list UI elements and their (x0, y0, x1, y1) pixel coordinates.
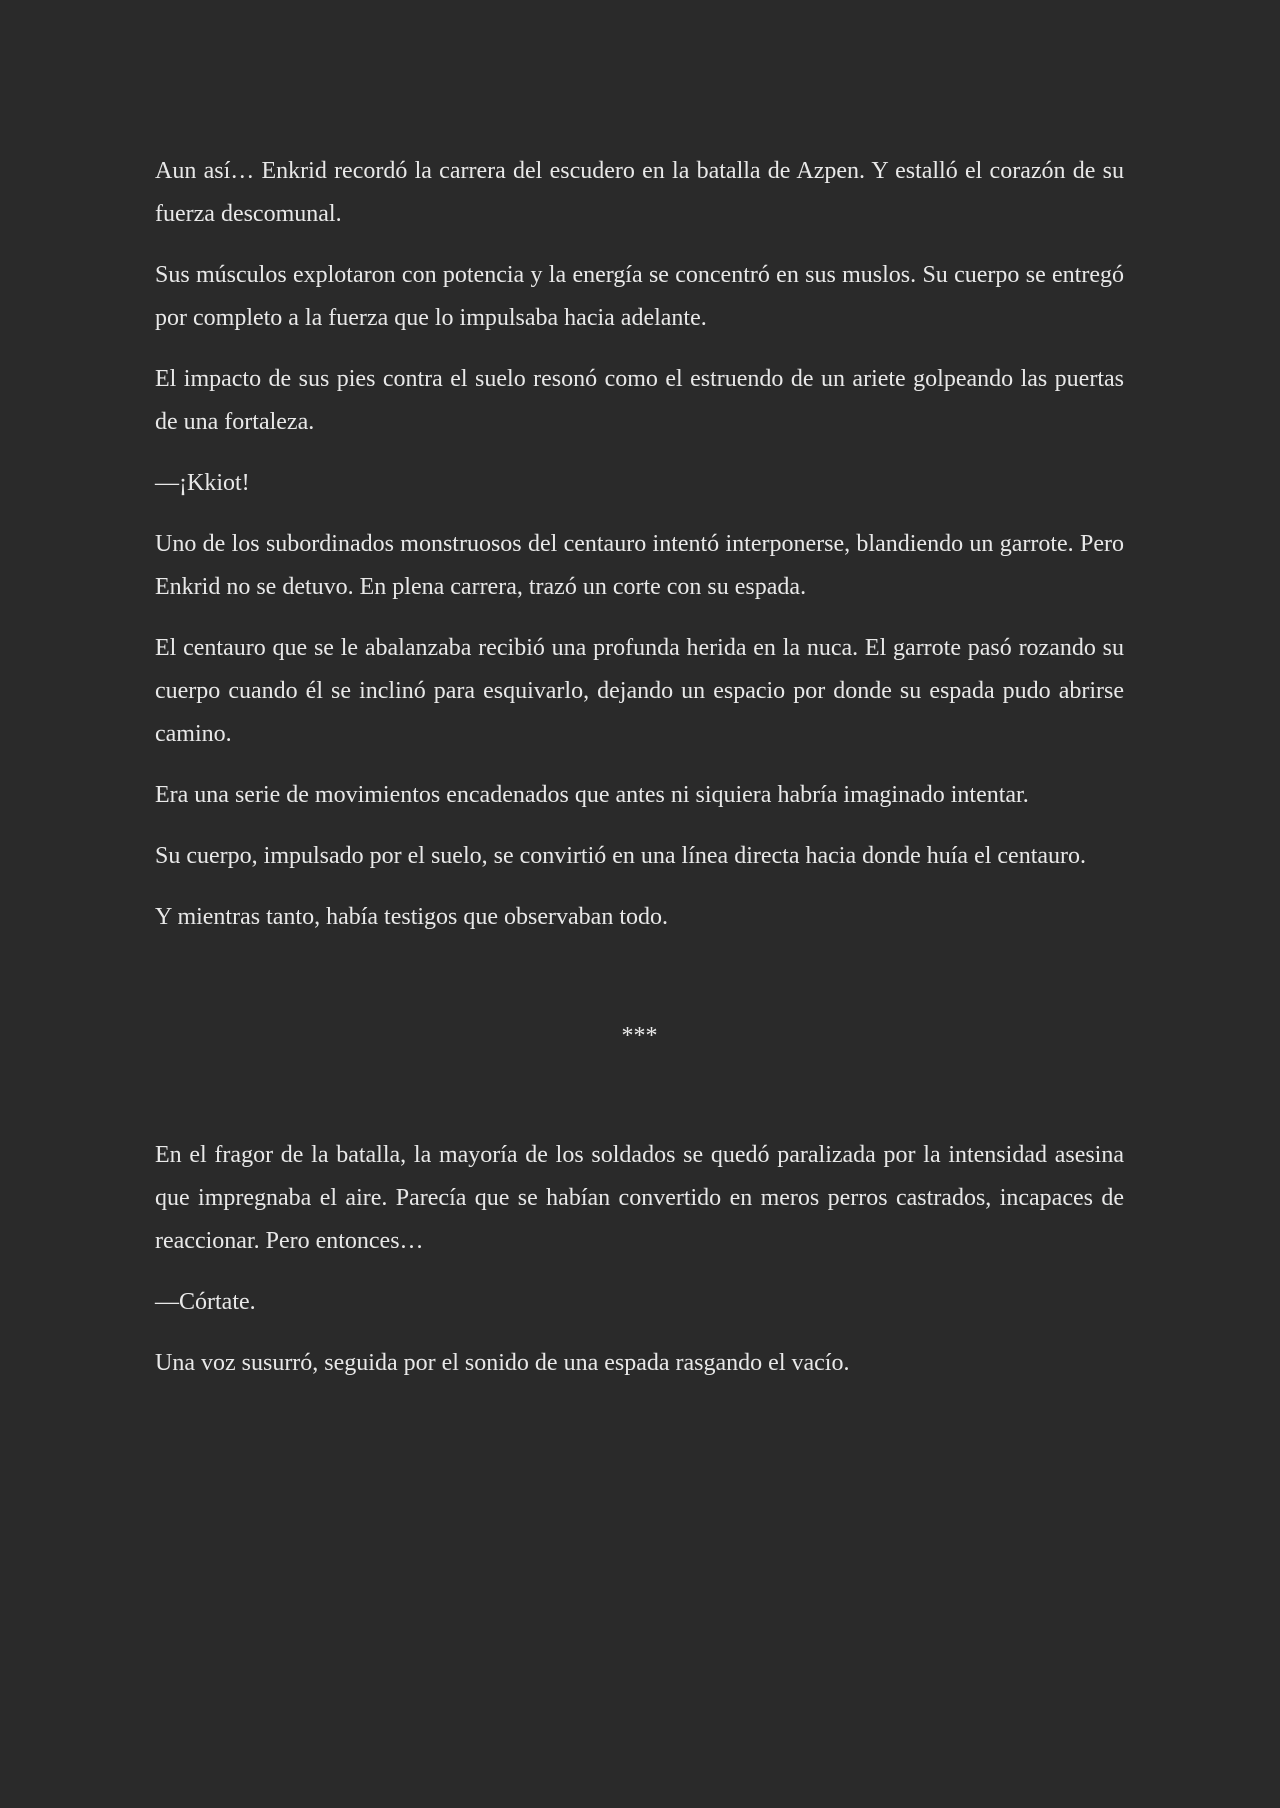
section-two (155, 1134, 1124, 1385)
paragraph: Y mientras tanto, había testigos que observaban todo. (155, 904, 668, 930)
section-one (155, 150, 1124, 939)
paragraph: Su cuerpo, impulsado por el suelo, se convirtió en una línea directa hacia donde huía el centauro. (155, 843, 1087, 869)
paragraph: Uno de los subordinados monstruosos del centauro intentó interponerse, blandiendo un garrote. Pero Enkrid no se detuvo. En plena carrera, trazó un corte con su espada. (155, 531, 1124, 600)
paragraph: El centauro que se le abalanzaba recibió una profunda herida en la nuca. El garrote pasó rozando su cuerpo cuando él se inclinó para esquivarlo, dejando un espacio por donde su espada pudo abrirse camino. (155, 635, 1124, 747)
paragraph: Aun así… Enkrid recordó la carrera del escudero en la batalla de Azpen. Y estalló el corazón de su fuerza descomunal. (155, 158, 1124, 227)
reader-page (155, 150, 1124, 1403)
dialogue-line: —Córtate. (155, 1289, 256, 1315)
paragraph: Una voz susurró, seguida por el sonido de una espada rasgando el vacío. (155, 1350, 850, 1376)
scene-break: *** (621, 1023, 658, 1049)
dialogue-line: —¡Kkiot! (155, 470, 250, 496)
paragraph: En el fragor de la batalla, la mayoría de los soldados se quedó paralizada por la intensidad asesina que impregnaba el aire. Parecía que se habían convertido en meros perros castrados, incapaces de reaccionar. Pero entonces… (155, 1142, 1124, 1254)
paragraph: Sus músculos explotaron con potencia y la energía se concentró en sus muslos. Su cuerpo se entregó por completo a la fuerza que lo impulsaba hacia adelante. (155, 262, 1124, 331)
paragraph: El impacto de sus pies contra el suelo resonó como el estruendo de un ariete golpeando las puertas de una fortaleza. (155, 366, 1124, 435)
paragraph: Era una serie de movimientos encadenados que antes ni siquiera habría imaginado intentar. (155, 782, 1029, 808)
